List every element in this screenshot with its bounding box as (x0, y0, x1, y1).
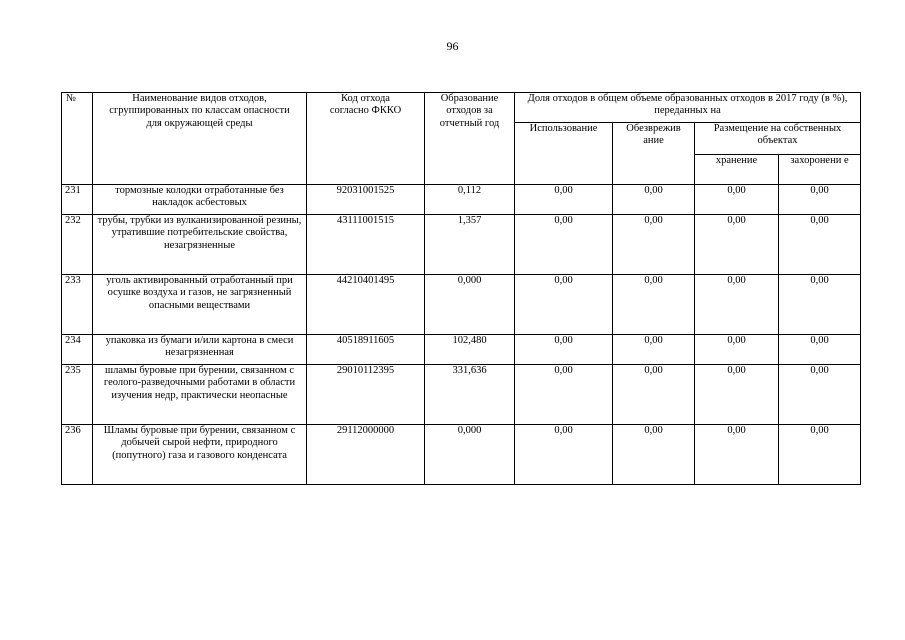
row-burial: 0,00 (779, 275, 861, 335)
row-burial: 0,00 (779, 365, 861, 425)
header-num: № (62, 93, 93, 185)
row-use: 0,00 (515, 185, 613, 215)
table-row (62, 335, 861, 365)
row-code: 92031001525 (307, 185, 425, 215)
row-burial: 0,00 (779, 215, 861, 275)
header-formation: Образование отходов за отчетный год (425, 93, 515, 185)
row-neutralization: 0,00 (613, 425, 695, 485)
table-row (62, 215, 861, 275)
header-placement: Размещение на собственных объектах (695, 123, 861, 155)
header-burial: захоронени е (779, 155, 861, 185)
row-name: трубы, трубки из вулканизированной резины, утратившие потребительские свойства, незагрязненные (93, 215, 307, 275)
header-share: Доля отходов в общем объеме образованных отходов в 2017 году (в %), переданных на (515, 93, 861, 123)
row-neutralization: 0,00 (613, 215, 695, 275)
row-num: 231 (62, 185, 93, 215)
row-use: 0,00 (515, 365, 613, 425)
row-storage: 0,00 (695, 365, 779, 425)
table-row (62, 425, 861, 485)
row-code: 29010112395 (307, 365, 425, 425)
table-header (62, 93, 861, 185)
row-use: 0,00 (515, 425, 613, 485)
row-storage: 0,00 (695, 425, 779, 485)
header-code: Код отхода согласно ФККО (307, 93, 425, 185)
row-code: 40518911605 (307, 335, 425, 365)
header-name: Наименование видов отходов, сгруппированных по классам опасности для окружающей среды (93, 93, 307, 185)
row-num: 234 (62, 335, 93, 365)
row-name: Шламы буровые при бурении, связанном с добычей сырой нефти, природного (попутного) газа и газового конденсата (93, 425, 307, 485)
row-use: 0,00 (515, 335, 613, 365)
row-neutralization: 0,00 (613, 275, 695, 335)
row-formation: 0,112 (425, 185, 515, 215)
table-row (62, 365, 861, 425)
row-neutralization: 0,00 (613, 185, 695, 215)
row-storage: 0,00 (695, 335, 779, 365)
row-storage: 0,00 (695, 275, 779, 335)
row-formation: 0,000 (425, 425, 515, 485)
row-name: упаковка из бумаги и/или картона в смеси незагрязненная (93, 335, 307, 365)
row-num: 233 (62, 275, 93, 335)
table-body (62, 185, 861, 485)
waste-table (61, 92, 861, 485)
row-burial: 0,00 (779, 425, 861, 485)
header-storage: хранение (695, 155, 779, 185)
row-num: 232 (62, 215, 93, 275)
row-formation: 331,636 (425, 365, 515, 425)
row-neutralization: 0,00 (613, 365, 695, 425)
table-row (62, 185, 861, 215)
page-number: 96 (446, 39, 459, 53)
table-row (62, 275, 861, 335)
row-code: 29112000000 (307, 425, 425, 485)
row-formation: 1,357 (425, 215, 515, 275)
header-neutralization: Обезврежив ание (613, 123, 695, 185)
row-storage: 0,00 (695, 185, 779, 215)
row-formation: 102,480 (425, 335, 515, 365)
row-use: 0,00 (515, 275, 613, 335)
row-name: шламы буровые при бурении, связанном с геолого-разведочными работами в области изучения недр, практически неопасные (93, 365, 307, 425)
row-neutralization: 0,00 (613, 335, 695, 365)
row-num: 236 (62, 425, 93, 485)
row-burial: 0,00 (779, 185, 861, 215)
row-code: 44210401495 (307, 275, 425, 335)
row-name: уголь активированный отработанный при осушке воздуха и газов, не загрязненный опасными веществами (93, 275, 307, 335)
header-use: Использование (515, 123, 613, 185)
row-burial: 0,00 (779, 335, 861, 365)
row-storage: 0,00 (695, 215, 779, 275)
row-use: 0,00 (515, 215, 613, 275)
row-formation: 0,000 (425, 275, 515, 335)
row-num: 235 (62, 365, 93, 425)
row-code: 43111001515 (307, 215, 425, 275)
row-name: тормозные колодки отработанные без накладок асбестовых (93, 185, 307, 215)
